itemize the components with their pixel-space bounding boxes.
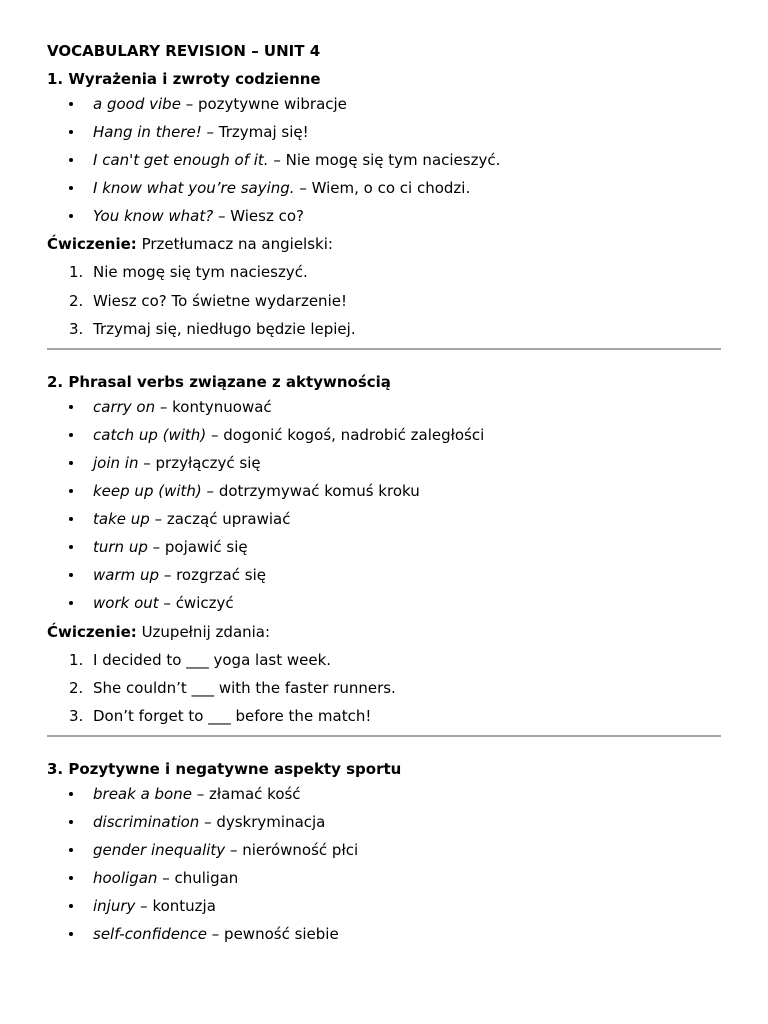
term-separator: – [159,566,177,585]
vocabulary-list [47,398,721,613]
vocabulary-term: keep up (with) [93,482,202,501]
task-text: Don’t forget to ___ before the match! [93,706,372,725]
bullet-dot-icon [69,573,73,577]
vocabulary-translation: przyłączyć się [155,453,261,472]
vocabulary-term: join in [93,453,139,472]
vocabulary-translation: złamać kość [209,784,301,803]
bullet-dot-icon [69,848,73,852]
vocabulary-translation: Wiem, o co ci chodzi. [311,179,471,198]
vocabulary-translation: dotrzymywać komuś kroku [218,482,420,501]
vocabulary-translation: zacząć uprawiać [166,510,291,529]
task-text: She couldn’t ___ with the faster runners. [93,678,396,697]
vocabulary-item [47,785,721,803]
bullet-dot-icon [69,489,73,493]
section-heading: 2. Phrasal verbs związane z aktywnością [47,372,391,391]
term-separator: – [199,812,217,831]
task-number: 1. [69,650,84,669]
term-separator: – [149,510,167,529]
vocabulary-translation: dogonić kogoś, nadrobić zaległości [223,425,485,444]
section-heading: 3. Pozytywne i negatywne aspekty sportu [47,759,402,778]
exercise-instruction-line [47,623,721,641]
vocabulary-item [47,510,721,528]
bullet-dot-icon [69,876,73,880]
bullet-dot-icon [69,792,73,796]
bullet-dot-icon [69,820,73,824]
vocabulary-translation: Trzymaj się! [218,123,309,142]
term-separator: – [213,207,231,226]
term-separator: – [155,397,173,416]
bullet-dot-icon [69,186,73,190]
bullet-dot-icon [69,102,73,106]
vocabulary-item [47,925,721,943]
vocabulary-term: discrimination [93,812,200,831]
vocabulary-translation: Wiesz co? [230,207,304,226]
bullet-dot-icon [69,405,73,409]
term-separator: – [135,897,153,916]
vocabulary-item [47,151,721,169]
exercise-task [47,292,721,310]
bullet-dot-icon [69,158,73,162]
vocabulary-term: warm up [93,566,160,585]
term-separator: – [201,482,219,501]
exercise-task [47,707,721,725]
term-separator: – [147,538,165,557]
vocabulary-term: hooligan [93,869,158,888]
term-separator: – [157,869,175,888]
exercise-task [47,263,721,281]
bullet-dot-icon [69,517,73,521]
bullet-dot-icon [69,461,73,465]
vocabulary-item [47,207,721,225]
task-text: Nie mogę się tym nacieszyć. [93,263,308,282]
bullet-dot-icon [69,130,73,134]
exercise-task-list [47,651,721,725]
vocabulary-term: catch up (with) [93,425,207,444]
term-separator: – [201,123,219,142]
section-divider [47,348,721,350]
term-separator: – [180,95,198,113]
vocabulary-term: I can't get enough of it. [93,151,269,170]
task-text: Trzymaj się, niedługo będzie lepiej. [93,319,356,338]
bullet-dot-icon [69,433,73,437]
section-heading: 1. Wyrażenia i zwroty codzienne [47,70,321,88]
exercise-task [47,320,721,338]
term-separator: – [206,425,224,444]
vocabulary-item [47,813,721,831]
term-separator: – [138,453,156,472]
vocabulary-item [47,123,721,141]
term-separator: – [158,594,176,613]
vocabulary-term: work out [93,594,159,613]
exercise-instruction: Uzupełnij zdania: [136,622,271,641]
document-title: VOCABULARY REVISION – UNIT 4 [47,42,321,60]
vocabulary-translation: nierówność płci [242,840,359,859]
bullet-dot-icon [69,601,73,605]
vocabulary-list [47,95,721,225]
term-separator: – [225,840,243,859]
exercise-label: Ćwiczenie: [47,235,137,254]
bullet-dot-icon [69,904,73,908]
vocabulary-term: turn up [93,538,148,557]
bullet-dot-icon [69,932,73,936]
term-separator: – [268,151,286,170]
term-separator: – [294,179,312,198]
task-number: 3. [69,319,84,338]
task-text: Wiesz co? To świetne wydarzenie! [93,291,347,310]
vocabulary-item [47,869,721,887]
vocabulary-translation: pozytywne wibracje [197,95,347,113]
vocabulary-item [47,841,721,859]
task-number: 1. [69,263,84,282]
vocabulary-term: a good vibe [93,95,181,113]
vocabulary-item [47,179,721,197]
vocabulary-item [47,482,721,500]
vocabulary-item [47,566,721,584]
exercise-task [47,651,721,669]
vocabulary-term: self-confidence [93,925,207,944]
vocabulary-translation: rozgrzać się [176,566,266,585]
vocabulary-item [47,426,721,444]
vocabulary-item [47,897,721,915]
vocabulary-term: I know what you’re saying. [93,179,295,198]
vocabulary-term: You know what? [93,207,214,226]
sections-container [47,70,721,943]
vocabulary-item [47,538,721,556]
section-divider [47,735,721,737]
exercise-instruction: Przetłumacz na angielski: [136,235,333,254]
bullet-dot-icon [69,214,73,218]
exercise-task-list [47,263,721,337]
bullet-dot-icon [69,545,73,549]
exercise-task [47,679,721,697]
vocabulary-list [47,785,721,943]
vocabulary-term: take up [93,510,150,529]
vocabulary-term: injury [93,897,136,916]
vocabulary-item [47,594,721,612]
vocabulary-term: break a bone [93,784,192,803]
vocabulary-translation: chuligan [174,869,239,888]
vocabulary-translation: pewność siebie [224,925,339,944]
task-number: 3. [69,706,84,725]
vocabulary-translation: kontynuować [172,397,272,416]
vocabulary-term: gender inequality [93,840,226,859]
document-page [47,42,721,953]
vocabulary-translation: dyskryminacja [216,812,326,831]
task-text: I decided to ___ yoga last week. [93,650,332,669]
vocabulary-item [47,398,721,416]
vocabulary-term: carry on [93,397,156,416]
vocabulary-term: Hang in there! [93,123,202,142]
vocabulary-translation: ćwiczyć [175,594,234,613]
vocabulary-translation: kontuzja [152,897,216,916]
vocabulary-item [47,95,721,113]
task-number: 2. [69,291,84,310]
task-number: 2. [69,678,84,697]
term-separator: – [191,784,210,803]
vocabulary-translation: pojawić się [164,538,248,557]
vocabulary-translation: Nie mogę się tym nacieszyć. [285,151,501,170]
exercise-instruction-line [47,235,721,253]
vocabulary-item [47,454,721,472]
term-separator: – [207,925,225,944]
exercise-label: Ćwiczenie: [47,622,137,641]
